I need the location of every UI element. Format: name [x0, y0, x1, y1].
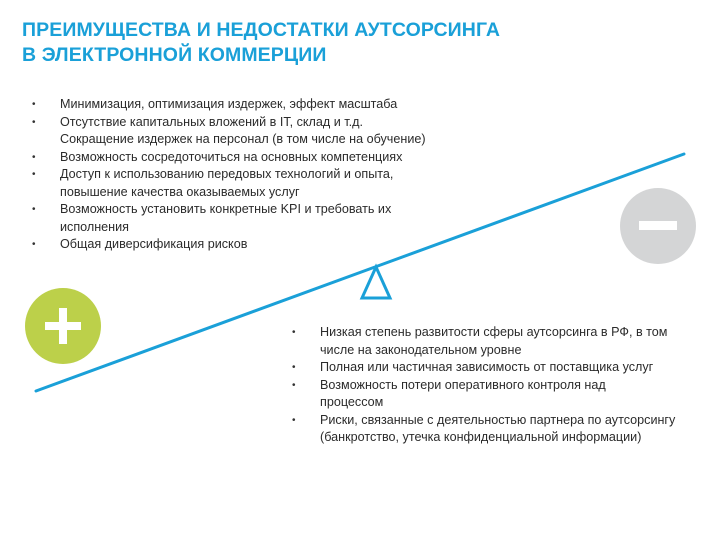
cons-item-2-line-1: • Полная или частичная зависимость от поставщика услуг	[320, 360, 654, 374]
list-item	[32, 114, 426, 149]
minus-bar	[639, 221, 677, 230]
list-item	[292, 359, 675, 377]
pros-item-4-line-2: повышение качества оказываемых услуг	[60, 184, 300, 199]
list-item	[32, 166, 426, 201]
pros-item-5-line-2: исполнения	[60, 219, 129, 234]
minus-icon	[620, 188, 696, 264]
plus-bar-vertical	[59, 308, 67, 344]
pros-item-2-line-2: Сокращение издержек на персонал (в том числе на обучение)	[60, 132, 426, 146]
plus-icon	[25, 288, 101, 364]
list-item	[32, 96, 426, 114]
cons-list	[292, 324, 675, 447]
cons-item-3-line-2: процессом	[320, 395, 384, 409]
pros-item-6-line-1: • Общая диверсификация рисков	[60, 237, 248, 251]
title-line-2: В ЭЛЕКТРОННОЙ КОММЕРЦИИ	[22, 44, 327, 66]
pros-list	[32, 96, 426, 254]
list-item	[292, 377, 675, 412]
cons-item-1-line-1: • Низкая степень развитости сферы аутсорсинга в РФ, в том	[320, 325, 668, 339]
cons-item-3-line-1: • Возможность потери оперативного контроля над	[320, 377, 606, 392]
pros-item-4-line-1: • Доступ к использованию передовых технологий и опыта,	[60, 167, 394, 181]
title-line-1: ПРЕИМУЩЕСТВА И НЕДОСТАТКИ АУТСОРСИНГА	[22, 19, 501, 41]
list-item	[32, 149, 426, 167]
cons-item-4-line-2: (банкротство, утечка конфиденциальной информации)	[320, 430, 642, 444]
list-item	[292, 412, 675, 447]
pros-item-5-line-1: • Возможность установить конкретные KPI и требовать их	[60, 202, 392, 216]
pros-item-3-line-1: • Возможность сосредоточиться на основных компетенциях	[60, 149, 403, 164]
list-item	[292, 324, 675, 359]
list-item	[32, 236, 426, 254]
pros-item-2-line-1: • Отсутствие капитальных вложений в IT, склад и т.д.	[60, 114, 364, 129]
cons-item-4-line-1: • Риски, связанные с деятельностью партнера по аутсорсингу	[320, 412, 676, 427]
cons-item-1-line-2: числе на законодательном уровне	[320, 342, 522, 357]
pros-item-1-line-1: • Минимизация, оптимизация издержек, эффект масштаба	[60, 97, 398, 111]
list-item	[32, 201, 426, 236]
